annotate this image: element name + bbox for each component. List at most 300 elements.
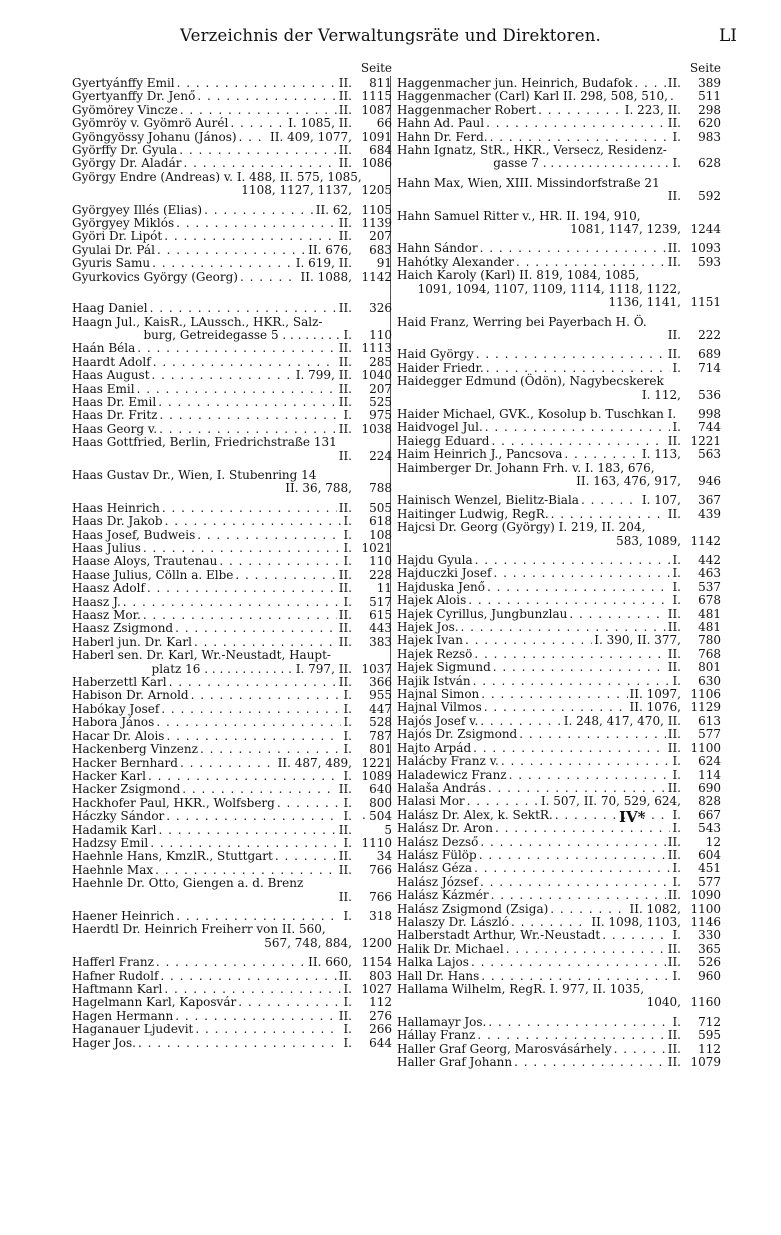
- leader-dots: [485, 421, 671, 434]
- leader-dots: [461, 621, 666, 634]
- page-ref: 110: [369, 554, 392, 569]
- entry-name: Hagen Hermann: [72, 1008, 174, 1023]
- entry-name: Halász Kázmér: [397, 888, 489, 903]
- page-ref: 1110: [361, 835, 392, 850]
- entry-name: Haas Dr. Emil: [72, 394, 157, 409]
- page-ref: 998: [698, 406, 721, 421]
- entry-name: Haberl sen. Dr. Karl, Wr.-Neustadt, Haupt-: [72, 648, 331, 663]
- leader-dots: [235, 569, 336, 582]
- leader-dots: [480, 715, 561, 728]
- index-entry: [397, 648, 721, 661]
- index-entry: [397, 256, 721, 269]
- leader-dots: [491, 435, 665, 448]
- index-entry: [397, 375, 721, 402]
- index-entry: [72, 636, 392, 649]
- entry-name: Halasi Mor: [397, 794, 465, 809]
- page-ref: 11: [376, 581, 392, 596]
- entry-line: [72, 877, 392, 890]
- index-entry: [397, 117, 721, 130]
- page-ref: 1244: [690, 222, 721, 237]
- entry-name: Gyertyánffy Emil: [72, 76, 175, 90]
- entry-name: Haitinger Ludwig, RegR.: [397, 506, 549, 521]
- entry-line: [72, 864, 392, 877]
- entry-line: [72, 1010, 392, 1023]
- volume-ref: II.: [338, 301, 352, 316]
- index-entry: [72, 797, 392, 810]
- page-ref: 285: [369, 354, 392, 369]
- leader-dots: [277, 797, 342, 810]
- page-ref: 628: [698, 156, 721, 171]
- entry-line: [397, 494, 721, 507]
- page-ref: 1100: [690, 740, 721, 755]
- entry-name: Hafferl Franz: [72, 955, 154, 970]
- index-entry: [72, 469, 392, 496]
- index-entry: [72, 824, 392, 837]
- entry-continuation: [397, 996, 721, 1009]
- page-title: Verzeichnis der Verwaltungsräte und Direktoren.: [180, 26, 602, 45]
- leader-dots: [491, 889, 666, 902]
- entry-name: Hacar Dr. Alois: [72, 728, 165, 743]
- index-entry: [72, 649, 392, 676]
- page-ref: 389: [698, 76, 721, 90]
- entry-line: [72, 569, 392, 582]
- index-entry: [397, 621, 721, 634]
- entry-name: Hallamayr Jos.: [397, 1014, 487, 1029]
- entry-name: Haberzettl Karl: [72, 675, 167, 690]
- entry-line: [397, 836, 721, 849]
- page-ref: 618: [369, 514, 392, 529]
- leader-dots: [511, 916, 589, 929]
- entry-line: [72, 1037, 392, 1050]
- index-entry: [72, 770, 392, 783]
- entry-line: [72, 956, 392, 969]
- page-ref: 12: [705, 834, 721, 849]
- entry-name: Haardt Adolf: [72, 354, 151, 369]
- volume-ref: I.: [672, 767, 681, 782]
- volume-ref: I.: [672, 566, 681, 581]
- volume-ref: II.: [667, 888, 681, 903]
- page-ref: 615: [369, 608, 392, 623]
- leader-dots: [155, 864, 337, 877]
- index-entry: [72, 783, 392, 796]
- entry-line: [397, 1016, 721, 1029]
- entry-name: Haggenmacher (Carl) Karl II. 298, 508, 510,: [397, 89, 668, 104]
- index-entry: [397, 104, 721, 117]
- entry-continuation: [397, 475, 721, 488]
- volume-ref: I. 1085, II.: [288, 116, 352, 131]
- entry-line: [397, 862, 721, 875]
- entry-name: Hager Jos.: [72, 1035, 136, 1050]
- leader-dots: [238, 996, 341, 1009]
- leader-dots: [180, 104, 337, 117]
- volume-ref: II. 1088,: [300, 269, 352, 284]
- index-entry: [397, 661, 721, 674]
- entry-name: Gyertyanffy Dr. Jenő: [72, 89, 196, 104]
- volume-ref: I.: [343, 795, 352, 810]
- index-entry: [397, 862, 721, 875]
- index-entry: [397, 77, 721, 90]
- entry-line: [72, 824, 392, 837]
- entry-name: Haidvogel Jul.: [397, 420, 483, 435]
- volume-ref: II.: [667, 506, 681, 521]
- leader-dots: [634, 77, 665, 90]
- volume-ref: II.: [338, 421, 352, 436]
- volume-ref: II.: [667, 941, 681, 956]
- page-ref: 640: [369, 782, 392, 797]
- index-entry: [72, 104, 392, 117]
- entry-name: Haasz Mor.: [72, 608, 141, 623]
- index-entry: [397, 567, 721, 580]
- leader-dots: [194, 636, 337, 649]
- page-ref: 1105: [361, 202, 392, 217]
- entry-line: [397, 943, 721, 956]
- entry-line: [397, 795, 721, 808]
- entry-line: [72, 302, 392, 315]
- entry-name: Halaszy Dr. László: [397, 914, 510, 929]
- page-ref: 543: [698, 821, 721, 836]
- leader-dots: [200, 743, 341, 756]
- entry-line: [397, 77, 721, 90]
- entry-name: Halász József: [397, 874, 478, 889]
- page-ref: 1113: [361, 341, 392, 356]
- entry-line: [397, 621, 721, 634]
- leader-dots: [179, 144, 337, 157]
- entry-line: [397, 104, 721, 117]
- volume-ref: II. 1098, 1103,: [591, 914, 681, 929]
- entry-line: [397, 581, 721, 594]
- index-entry: [72, 596, 392, 609]
- page-ref: 1027: [361, 982, 392, 996]
- entry-line: [397, 634, 721, 647]
- entry-name: Gyurkovics György (Georg): [72, 269, 238, 284]
- volume-ref: I.: [343, 514, 352, 529]
- entry-name: Halik Dr. Michael: [397, 941, 504, 956]
- entry-continuation: [72, 891, 392, 904]
- page-ref: 112: [698, 1041, 721, 1056]
- index-entry: [397, 421, 721, 434]
- leader-dots: [157, 244, 306, 257]
- page-ref: 811: [369, 76, 392, 90]
- page-ref: 110: [369, 327, 392, 342]
- entry-name: Gyömörey Vincze: [72, 102, 178, 117]
- entry-name: Gyuris Samu: [72, 256, 151, 271]
- volume-ref: I.: [343, 688, 352, 703]
- page-ref: 266: [369, 1022, 392, 1037]
- page-ref: 1142: [690, 533, 721, 548]
- leader-dots: [614, 1043, 666, 1056]
- entry-name: Haerdtl Dr. Heinrich Freiherr von II. 560,: [72, 922, 326, 937]
- index-entry: [72, 157, 392, 170]
- entry-line: [72, 396, 392, 409]
- entry-line: [72, 555, 392, 568]
- index-column-left: [72, 62, 392, 1050]
- entry-line: [72, 529, 392, 542]
- page-ref: 1221: [361, 755, 392, 770]
- entry-name: Haase Aloys, Trautenau: [72, 554, 218, 569]
- entry-line: [72, 117, 392, 130]
- entry-name: Haagn Jul., KaisR., LAussch., HKR., Salz-: [72, 314, 323, 329]
- entry-list-right: [397, 77, 721, 1069]
- entry-name: Habókay Josef: [72, 701, 160, 716]
- leader-dots: [479, 849, 666, 862]
- entry-name: Haich Karoly (Karl) II. 819, 1084, 1085,: [397, 268, 640, 283]
- entry-name: Halász Dr. Aron: [397, 821, 493, 836]
- entry-name: Hagelmann Karl, Kaposvár: [72, 995, 237, 1010]
- entry-line: [397, 809, 721, 822]
- leader-dots: [490, 131, 671, 144]
- leader-dots: [204, 204, 314, 217]
- entry-name: Habora János: [72, 715, 155, 730]
- entry-name: Hajek Rezsö: [397, 646, 473, 661]
- entry-line: [72, 1023, 392, 1036]
- index-entry: [72, 244, 392, 257]
- volume-ref: II. 487, 489,: [277, 755, 352, 770]
- entry-line: [72, 502, 392, 515]
- entry-line: [397, 594, 721, 607]
- index-entry: [397, 348, 721, 361]
- volume-ref: II.: [338, 1008, 352, 1023]
- leader-dots: [564, 448, 640, 461]
- index-entry: [397, 769, 721, 782]
- leader-dots: [219, 555, 341, 568]
- volume-ref: II.: [667, 241, 681, 256]
- continuation-refs: burg, Getreidegasse 5 . . . . . . . . I.: [143, 327, 352, 342]
- leader-dots: [240, 271, 299, 284]
- leader-dots: [481, 688, 627, 701]
- entry-list-left: [72, 77, 392, 1050]
- entry-name: Hacker Bernhard: [72, 755, 178, 770]
- page-ref: 34: [376, 849, 392, 864]
- leader-dots: [150, 837, 341, 850]
- volume-ref: II.: [667, 347, 681, 362]
- entry-line: [397, 769, 721, 782]
- entry-continuation: [72, 482, 392, 495]
- index-entry: [72, 923, 392, 950]
- leader-dots: [159, 423, 337, 436]
- page-ref: 1038: [361, 421, 392, 436]
- page-ref: 537: [698, 579, 721, 594]
- volume-ref: II. 1076,: [629, 700, 681, 715]
- entry-name: Haasz J.: [72, 594, 121, 609]
- volume-ref: I.: [343, 715, 352, 730]
- volume-ref: II.: [667, 740, 681, 755]
- entry-name: Haas Heinrich: [72, 500, 160, 515]
- index-entry: [72, 676, 392, 689]
- index-entry: [72, 716, 392, 729]
- volume-ref: I.: [672, 821, 681, 836]
- entry-line: [72, 244, 392, 257]
- entry-name: Hall Dr. Hans: [397, 968, 480, 983]
- page-ref: 592: [698, 189, 721, 204]
- page-ref: 442: [698, 553, 721, 567]
- entry-name: Haas Gustav Dr., Wien, I. Stubenring 14: [72, 467, 317, 482]
- leader-dots: [486, 117, 666, 130]
- page-ref: 1151: [690, 295, 721, 310]
- volume-ref: II.: [338, 968, 352, 983]
- entry-line: [72, 515, 392, 528]
- volume-ref: II.: [338, 621, 352, 636]
- entry-name: Hainisch Wenzel, Bielitz-Biala: [397, 493, 579, 508]
- volume-ref: I.: [343, 527, 352, 542]
- entry-line: [397, 348, 721, 361]
- index-entry: [397, 956, 721, 969]
- leader-dots: [152, 257, 294, 270]
- leader-dots: [487, 581, 670, 594]
- entry-name: Haehnle Dr. Otto, Giengen a. d. Brenz: [72, 876, 304, 891]
- entry-name: Hadamik Karl: [72, 822, 157, 837]
- entry-line: [397, 876, 721, 889]
- page-ref: 481: [698, 620, 721, 635]
- entry-line: [72, 423, 392, 436]
- leader-dots: [180, 757, 276, 770]
- entry-line: [72, 837, 392, 850]
- leader-dots: [137, 383, 337, 396]
- volume-ref: II.: [338, 341, 352, 356]
- page-ref: 714: [698, 360, 721, 375]
- entry-continuation: [397, 157, 721, 170]
- page-ref: 528: [369, 715, 392, 730]
- index-entry: [397, 634, 721, 647]
- page-ref: 1087: [361, 102, 392, 117]
- page-ref: 1154: [361, 955, 392, 970]
- page-ref: 946: [698, 473, 721, 488]
- page-ref: 955: [369, 688, 392, 703]
- page-ref: 1115: [361, 89, 392, 104]
- entry-name: Haladewicz Franz: [397, 767, 507, 782]
- entry-line: [72, 104, 392, 117]
- page-ref: 5: [384, 822, 392, 837]
- entry-line: [72, 171, 392, 184]
- entry-line: [72, 730, 392, 743]
- continuation-refs: 1136, 1141,: [608, 295, 681, 310]
- continuation-refs: I. 112,: [641, 387, 681, 402]
- page-ref: 1160: [690, 995, 721, 1010]
- entry-name: Hahn Max, Wien, XIII. Missindorfstraße 21: [397, 175, 660, 190]
- volume-ref: I. 799, II.: [295, 368, 352, 383]
- entry-line: [72, 996, 392, 1009]
- entry-line: [397, 648, 721, 661]
- leader-dots: [137, 342, 336, 355]
- leader-dots: [143, 542, 342, 555]
- entry-line: [397, 929, 721, 942]
- index-entry: [72, 569, 392, 582]
- index-entry: [72, 316, 392, 343]
- index-entry: [72, 757, 392, 770]
- index-entry: [72, 609, 392, 622]
- leader-dots: [176, 910, 341, 923]
- volume-ref: II. 1097,: [629, 687, 681, 702]
- entry-line: [72, 131, 392, 144]
- entry-name: Györgyey Miklós: [72, 216, 175, 231]
- page-ref: 481: [698, 606, 721, 621]
- entry-line: [397, 849, 721, 862]
- index-entry: [397, 849, 721, 862]
- index-entry: [397, 782, 721, 795]
- page-ref: 207: [369, 229, 392, 244]
- volume-ref: I.: [672, 968, 681, 983]
- index-entry: [397, 688, 721, 701]
- volume-ref: II.: [338, 782, 352, 797]
- continuation-refs: II.: [667, 189, 681, 204]
- leader-dots: [152, 369, 294, 382]
- index-entry: [72, 423, 392, 436]
- page-ref: 678: [698, 593, 721, 608]
- entry-name: Hacker Zsigmond: [72, 782, 181, 797]
- entry-line: [72, 230, 392, 243]
- entry-name: Halász Dr. Alex, k. SektR.: [397, 807, 553, 822]
- page-ref: 690: [698, 780, 721, 795]
- entry-line: [397, 970, 721, 983]
- entry-line: [72, 703, 392, 716]
- page-ref: 667: [698, 807, 721, 822]
- index-entry: [72, 555, 392, 568]
- index-entry: [397, 435, 721, 448]
- index-entry: [72, 271, 392, 284]
- continuation-refs: II.: [667, 327, 681, 342]
- index-entry: [72, 302, 392, 315]
- entry-name: Hajduczki Josef: [397, 566, 492, 581]
- entry-line: [72, 90, 392, 103]
- entry-name: Hahótky Alexander: [397, 254, 515, 269]
- entry-name: Hajduska Jenő: [397, 579, 486, 594]
- entry-name: Hajto Arpád: [397, 740, 472, 755]
- volume-ref: II.: [338, 102, 352, 117]
- volume-ref: II.: [667, 1041, 681, 1056]
- page-ref: 224: [369, 448, 392, 463]
- volume-ref: II.: [667, 646, 681, 661]
- page-ref: 1142: [361, 269, 392, 284]
- leader-dots: [465, 634, 592, 647]
- entry-line: [72, 582, 392, 595]
- volume-ref: I.: [672, 861, 681, 876]
- volume-ref: I.: [343, 908, 352, 923]
- volume-ref: II.: [667, 433, 681, 448]
- page-ref: 525: [369, 394, 392, 409]
- volume-ref: I. 619, II.: [295, 256, 352, 271]
- entry-name: Hadzsy Emil: [72, 835, 149, 850]
- entry-name: Halász Dezső: [397, 834, 479, 849]
- page-ref: 383: [369, 634, 392, 649]
- page-ref: 526: [698, 955, 721, 970]
- entry-name: Halácby Franz v.: [397, 754, 499, 769]
- volume-ref: I. 248, 417, 470, II.: [563, 713, 681, 728]
- entry-name: Haiegg Eduard: [397, 433, 490, 448]
- volume-ref: I. 390, II. 377,: [594, 633, 681, 648]
- entry-name: Györgyey Illés (Elias): [72, 202, 203, 217]
- volume-ref: II.: [338, 229, 352, 244]
- entry-name: Hajek Jos.: [397, 620, 459, 635]
- leader-dots: [480, 836, 665, 849]
- index-entry: [397, 728, 721, 741]
- volume-ref: I.: [672, 1014, 681, 1029]
- index-entry: [397, 462, 721, 489]
- entry-line: [397, 462, 721, 475]
- leader-dots: [197, 90, 336, 103]
- entry-name: Gyöngyössy Johanu (János): [72, 129, 237, 144]
- leader-dots: [197, 529, 341, 542]
- entry-line: [72, 810, 392, 823]
- page-ref: 801: [369, 742, 392, 757]
- entry-name: Haftmann Karl: [72, 982, 163, 996]
- entry-line: [397, 661, 721, 674]
- page-ref: 744: [698, 420, 721, 435]
- entry-name: Haasz Adolf: [72, 581, 145, 596]
- entry-name: Haas Dr. Fritz: [72, 408, 158, 423]
- entry-line: [397, 117, 721, 130]
- volume-ref: I.: [343, 1035, 352, 1050]
- entry-line: [397, 742, 721, 755]
- entry-name: Haggenmacher jun. Heinrich, Budafok: [397, 76, 633, 90]
